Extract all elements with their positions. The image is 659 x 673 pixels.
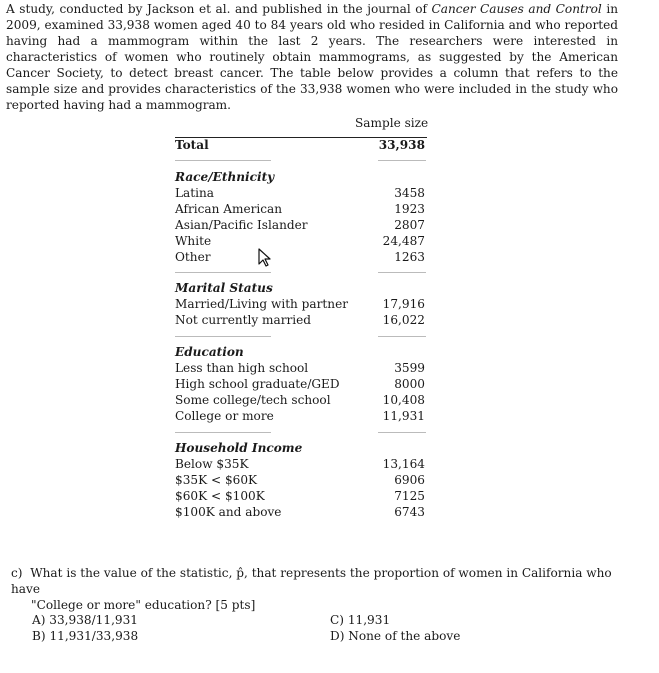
section-separator: [175, 160, 271, 161]
row-value: 13,164: [382, 457, 425, 471]
question-marker: c): [11, 566, 23, 580]
row-label: Not currently married: [175, 313, 312, 327]
table-row: [175, 201, 427, 217]
choice-c[interactable]: C) 11,931: [330, 613, 391, 627]
row-value: 7125: [394, 489, 425, 503]
row-value: 1923: [394, 202, 425, 216]
row-value: 24,487: [382, 234, 425, 248]
section-title: Race/Ethnicity: [175, 170, 275, 184]
row-value: 6743: [394, 505, 425, 519]
row-value: 1263: [394, 250, 425, 264]
choice-b[interactable]: B) 11,931/33,938: [32, 629, 139, 643]
table-row: [175, 217, 427, 233]
section-separator: [378, 272, 426, 273]
row-label: Less than high school: [175, 361, 309, 375]
row-label: $100K and above: [175, 505, 282, 519]
table-row: [175, 360, 427, 376]
section-title-race: [175, 169, 427, 185]
row-value: 8000: [394, 377, 425, 391]
row-label: African American: [175, 202, 283, 216]
intro-text-2: in 2009, examined 33,938 women aged 40 to 84 years old who resided in California and who reported having had a mammogram within the last 2 years. The researchers were interested in characteristics of women who routinely obtain mammograms, as suggested by the American Cancer Society, to detect breast cancer. The table below provides a column that refers to the sample size and provides characteristics of the 33,938 women who were included in the study who reported having had a mammogram.: [6, 2, 618, 112]
table-row: [175, 504, 427, 520]
row-label: Below $35K: [175, 457, 249, 471]
table-row: [175, 249, 427, 265]
section-separator: [175, 432, 271, 433]
choice-a[interactable]: A) 33,938/11,931: [32, 613, 139, 627]
table-row: [175, 392, 427, 408]
row-label: Total: [175, 138, 209, 152]
intro-text-1: A study, conducted by Jackson et al. and published in the journal of: [6, 2, 432, 16]
row-value: 2807: [394, 218, 425, 232]
choice-d[interactable]: D) None of the above: [330, 629, 461, 643]
section-separator: [378, 160, 426, 161]
table-row: [175, 312, 427, 328]
table-row: [175, 456, 427, 472]
row-label: College or more: [175, 409, 274, 423]
table-row: [175, 408, 427, 424]
table-row: [175, 488, 427, 504]
section-separator: [378, 432, 426, 433]
section-title-income: [175, 440, 427, 456]
row-label: Married/Living with partner: [175, 297, 349, 311]
table-row: [175, 376, 427, 392]
row-value: 3599: [394, 361, 425, 375]
section-separator: [175, 336, 271, 337]
section-separator: [175, 272, 271, 273]
question-c: [11, 565, 631, 613]
row-value: 17,916: [382, 297, 425, 311]
row-value: 3458: [394, 186, 425, 200]
section-title: Education: [175, 345, 244, 359]
section-title-education: [175, 344, 427, 360]
row-value: 33,938: [378, 138, 425, 152]
intro-paragraph: [6, 1, 618, 113]
mouse-pointer-icon: [258, 248, 272, 268]
table-row: [175, 472, 427, 488]
section-title: Household Income: [175, 441, 303, 455]
table-row: [175, 296, 427, 312]
row-label: High school graduate/GED: [175, 377, 340, 391]
table-row: [175, 233, 427, 249]
row-value: 16,022: [382, 313, 425, 327]
journal-title: Cancer Causes and Control: [431, 2, 602, 16]
row-label: White: [175, 234, 212, 248]
row-label: Other: [175, 250, 211, 264]
row-value: 10,408: [382, 393, 425, 407]
row-label: $35K < $60K: [175, 473, 258, 487]
table-row-total: [175, 137, 427, 153]
row-value: 11,931: [382, 409, 425, 423]
row-label: $60K < $100K: [175, 489, 265, 503]
question-text-1: What is the value of the statistic, p̂, that represents the proportion of women in California who have: [11, 566, 612, 596]
section-title-marital: [175, 280, 427, 296]
row-label: Asian/Pacific Islander: [175, 218, 308, 232]
question-line-2: "College or more" education? [5 pts]: [31, 598, 256, 612]
section-separator: [378, 336, 426, 337]
column-header-sample-size: Sample size: [355, 116, 429, 130]
row-label: Some college/tech school: [175, 393, 331, 407]
section-title: Marital Status: [175, 281, 273, 295]
table-row: [175, 185, 427, 201]
row-value: 6906: [394, 473, 425, 487]
row-label: Latina: [175, 186, 214, 200]
question-line-1: [11, 565, 631, 597]
